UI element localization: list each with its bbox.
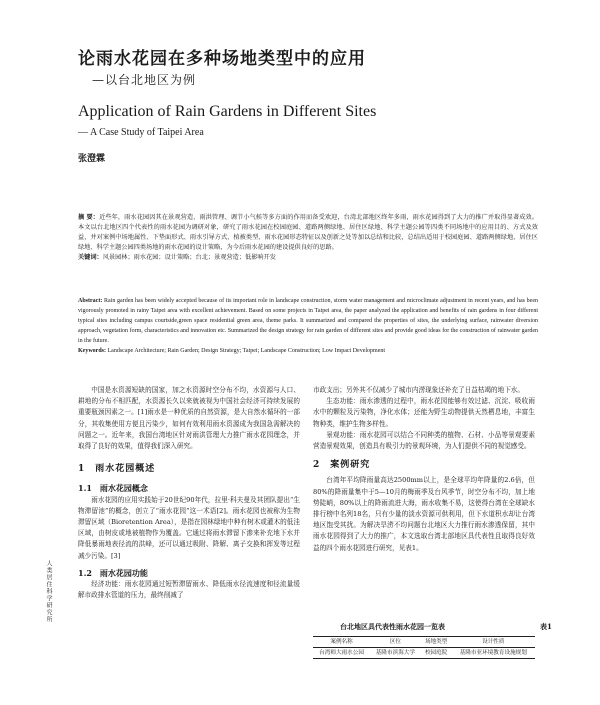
section-heading-2: 2 案例研究: [313, 460, 371, 471]
paper-subtitle-zh: —以台北地区为例: [92, 73, 197, 87]
table-cell: 基隆市亚环境教育设施规划: [452, 648, 535, 659]
paragraph-1-2: 经济功能：雨水花园通过短暂滞留雨水、降低雨水径流速度和径流量缓解市政排水管道的压力，最终削减了: [78, 580, 300, 600]
table-header-cell: 区位: [370, 637, 421, 648]
table-header-cell: 场地类型: [421, 637, 452, 648]
table-cell: 基隆市滨海大学: [370, 648, 421, 659]
author-name: 张澄霖: [78, 154, 106, 164]
paper-title-en: Application of Rain Gardens in Different Sites: [78, 103, 377, 120]
table-cell: 校园庭院: [421, 648, 452, 659]
paragraph-continued: 市政支出；另外其不仅减少了城市内涝现象还补充了日益枯竭的地下水。: [313, 386, 524, 394]
table-row: [313, 648, 535, 659]
table-cell: 台湾师大雨水公园: [313, 648, 370, 659]
case-table: [313, 636, 535, 659]
paragraph-eco-function: 生态功能：雨水渗透的过程中，雨水花园能够有效过滤、沉淀、吸收雨水中的颗粒及污染物，净化水体；还能为野生动物提供天然栖息地，丰富生物种类，维护生物多样性。: [313, 397, 535, 428]
abstract-en-text: Rain garden has been widely accepted because of its important role in landscape construction, storm water management and microclimate adjustment in recent years, and has been vigorously promoted in rainy Taipei area with excellent achievement. Based on some projects in Taipei area, the paper analyzed the application and benefits of rain gardens in four different typical sites including campus courtside,green space residential green area, theme parks. It summarized and compared the properties of sites, the underlying surface, rainwater diversion approach, vegetation form, characteristics and innovation etc. Summarized the design strategy for rain garden of different sites and provide good ideas for the construction of rainwater garden in the future.: [78, 298, 539, 344]
abstract-zh: [78, 213, 538, 263]
side-margin-label: 人类居住科学研究所: [45, 560, 52, 623]
keywords-zh-label: 关键词：: [78, 254, 103, 261]
table-number: 表1: [540, 622, 552, 631]
section-heading-1: 1 雨水花园概述: [78, 464, 156, 475]
abstract-en: [78, 296, 538, 356]
right-column: [313, 385, 535, 554]
paper-title-zh: 论雨水花园在多种场地类型中的应用: [78, 49, 366, 69]
subsection-heading-1-2: 1.2 雨水花园功能: [78, 567, 148, 578]
paper-subtitle-en: — A Case Study of Taipei Area: [78, 127, 204, 138]
intro-paragraph: 中国是水资源短缺的国家，加之水资源时空分布不均，水资源与人口、耕地的分布不相匹配，水资源长久以来就被视为中国社会经济可持续发展的重要瓶颈因素之一。[1]雨水是一种优质的自然资源，是大自然水循环的一部分，其收集使用方便且污染少，如何有效利用雨水资源成为我国急需解决的问题之一。近年来，我国台湾地区针对雨洪管理大力推广雨水花园理念，并取得了良好的效果，值得我们深入研究。: [78, 386, 300, 451]
table-title: 台北地区具代表性雨水花园一览表: [340, 622, 445, 631]
abstract-en-label: Abstract:: [78, 298, 103, 304]
paragraph-case-study: 台湾年平均降雨量高达2500mm以上，是全球平均年降量的2.6倍，但80%的降雨量集中于5—10月的梅雨季及台风季节，时空分布不均，加上地势陡峭，80%以上的降雨流进大海，雨水收集不易，这使得台湾在全球缺水排行榜中名列18名，只有少量的淡水资源可供利用，但下水道积水却让台湾地区饱受其扰。为解决旱涝不均问题台北地区大力推行雨水渗透保留，其中雨水花园得到了大力的推广，本文选取台湾北部地区具代表性且取得良好效益的四个雨水花园进行研究，见表1。: [313, 476, 535, 552]
abstract-zh-label: 摘 要：: [78, 214, 100, 221]
abstract-zh-text: 近些年，雨水花园因其在景观营造、雨洪管理、调节小气候等多方面的作用而备受欢迎，台湾北部地区终年多雨，雨水花园得到了大力的推广并取得显著成效。本文以台北地区四个代表性的雨水花园为调研对象，研究了雨水花园在校园庭园、道路两侧绿地、居住区绿地、科学主题公园等四类不同场地中的应用目的、方式及效益，并对案例中场地属性、下垫面形式、雨水引导方式、植被类型、雨水花园形态特征以及创新之处等加以总结和比较，总结出适用于校园庭园、道路两侧绿地、居住区绿地、科学主题公园四类场地的雨水花园的设计策略，为今后雨水花园的建设提供良好的思路。: [78, 214, 539, 251]
keywords-en-label: Keywords:: [78, 348, 106, 354]
keywords-en: Landscape Architecture; Rain Garden; Design Strategy; Taipei; Landscape Construction; Low Impact Development: [107, 348, 386, 354]
table-header-cell: 案例名称: [313, 637, 370, 648]
left-column: [78, 385, 300, 601]
keywords-zh: 风景园林；雨水花园；设计策略；台北；景观营造；低影响开发: [102, 254, 276, 261]
paragraph-1-1: 雨水花园的应用实践始于20世纪90年代，拉里·科夫曼及其团队提出“生物滞留池”的概念，创立了“雨水花园”这一术语[2]。雨水花园也被称为生物滞留区域（Bioretention Area），是指在园林绿地中种有树木或灌木的低洼区域，由树皮或地被植物作为覆盖。它通过将雨水滞留下渗来补充地下水并降低暴雨地表径流的洪峰，还可以通过吸附、降解、离子交换和挥发等过程减少污染。[3]: [78, 495, 300, 560]
subsection-heading-1-1: 1.1 雨水花园概念: [78, 483, 148, 494]
table-header-cell: 设计性质: [452, 637, 535, 648]
paragraph-landscape-function: 景观功能：雨水花园可以结合不同种类的植物、石材、小品等景观要素营造景观效果，创造具有吸引力的景观环境，为人们提供不同的视觉感受。: [313, 430, 535, 451]
table-header-row: [313, 637, 535, 648]
